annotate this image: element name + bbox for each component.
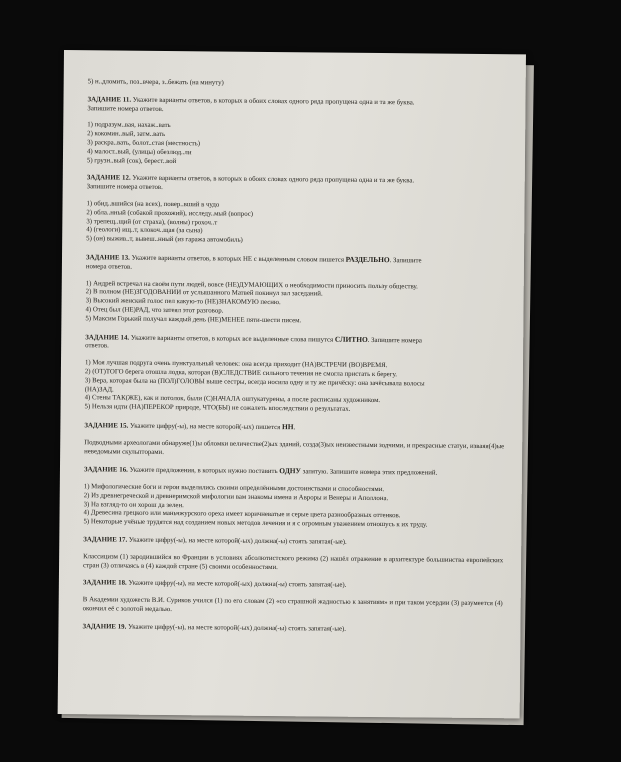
top-line: 5) н..дломить, поз..вчера, з..бежать (на минуту) — [87, 78, 224, 87]
task-heading: ЗАДАНИЕ 13. — [85, 254, 130, 262]
answer-option: 3) трепещ..щий (от страха), (волны) грохоч..т — [86, 217, 218, 227]
task-heading: ЗАДАНИЕ 12. — [86, 174, 131, 183]
task-18 — [83, 580, 503, 618]
task-paragraph: Подводными археологами обнаруже(1)ы обломки величестве(2)ых зданий, созда(3)ых неизвестными зодчими, и прекрасные статуи, изваяя(4)ые неведомыми скульпторами. — [84, 438, 505, 456]
task-keyword: НН — [281, 422, 294, 432]
answer-option: 2) кокомин..вый, затм..вать — [87, 130, 166, 139]
task-heading: ЗАДАНИЕ 19. — [82, 623, 127, 631]
answer-option: 5) Нельзя идти (НА)ПЕРЕКОР природе, ЧТО(БЫ) не сожалеть впоследствии о результатах. — [84, 403, 351, 413]
task-instruction-end: . Запишите — [389, 257, 422, 265]
task-instruction: Укажите варианты ответов, в которых все выделенные слова пишутся — [130, 334, 335, 344]
answer-option: 2) (ОТ)ТОГО берега отошла лодка, которая (В)СЛЕДСТВИЕ сильного течения не смогла пристать к берегу. — [84, 368, 397, 379]
sheet-content — [82, 78, 507, 636]
answer-option: 1) подразум..вая, нахаж..вать — [87, 121, 171, 130]
task-instruction: Укажите варианты ответов, в которых в обоих словах одного ряда пропущена одна и та же буква. — [132, 96, 415, 107]
answer-option: 4) малост..вый, (улицы) обезлюд..ли — [86, 148, 192, 157]
task-14 — [85, 333, 506, 416]
task-heading: ЗАДАНИЕ 11. — [87, 96, 132, 104]
task-paragraph: В Академии художеств В.И. Суриков учился (1) по его словам (2) «со страшной жадностью к занятиям» и при таком усердии (3) разумеется (4) окончил её с золотой медалью. — [82, 596, 503, 614]
answer-option: 5) (он) выжив..т, вывеш..нный (из гаража автомобиль) — [86, 235, 243, 244]
answer-option: 2) Из древнегреческой и древнеримской мифологии вам знакомы имена и Авроры и Венеры и Аполлона. — [83, 492, 389, 503]
task-heading: ЗАДАНИЕ 14. — [85, 333, 130, 342]
task-instruction-end: . Запишите номера — [367, 336, 422, 344]
answer-option: 3) Вера, которая была на (ПОЛ)ГОЛОВЫ выше сестры, всегда носила одну и ту же причёску: она зачёсывала волосы — [84, 376, 425, 388]
task-keyword: ОДНУ — [279, 466, 302, 476]
answer-option: 4) Стены ТАК(ЖЕ), как и потолок, были (С)НАЧАЛА оштукатурены, а после расписаны художником. — [84, 394, 381, 405]
answer-option: 1) Мифологические боги и герои выделялись своими определёнными достоинствами и способностями. — [83, 483, 385, 494]
answer-option: 1) Моя лучшая подруга очень пунктуальный человек: она всегда приходит (НА)ВСТРЕЧИ (ВО)ВРЕМЯ. — [84, 359, 388, 370]
task-instruction-end: запятую. Запишите номера этих предложений. — [300, 468, 438, 477]
task-15 — [84, 421, 504, 460]
task-instruction-cont: Запишите номера ответов. — [87, 104, 164, 113]
task-instruction-end: . — [293, 424, 296, 432]
task-keyword: РАЗДЕЛЬНО — [345, 254, 390, 265]
task-19 — [82, 623, 502, 636]
answer-option: 5) Некоторые учёные трудятся над созданием новых методов лечения и я с огромным уважением отношусь к их труду. — [83, 518, 428, 529]
answer-option: 1) обид..вшийся (на всех), повер..вший в чудо — [86, 200, 220, 209]
answer-option: 3) раскра..вать, болот..стая (местность) — [87, 139, 201, 148]
answer-option: 4) Древесина грецкого или маньчжурского ореха имеет коричневатые и серые цвета разнообразных оттенков. — [83, 509, 401, 520]
task-17 — [83, 536, 503, 574]
task-13 — [85, 253, 506, 328]
task-16 — [83, 466, 504, 532]
task-instruction: Укажите цифру(-ы), на месте которой(-ых) пишется — [130, 422, 283, 432]
task-instruction: Укажите предложения, в которых нужно поставить — [129, 466, 280, 476]
task-11 — [87, 96, 508, 170]
answer-option: 3) На взгляд-то он хорош да зелен. — [83, 500, 184, 509]
task-instruction-cont: ответов. — [85, 342, 109, 350]
exam-sheet — [58, 50, 526, 718]
task-instruction: Укажите цифру(-ы), на месте которой(-ых) должна(-ы) стоять запятая(-ые). — [128, 536, 347, 546]
task-keyword: СЛИТНО — [334, 334, 368, 344]
task-paragraph: Классицизм (1) зародившийся во Франции в условиях абсолютистского режима (2) нашёл отражение в архитектуре большинства европейских стран (3) отличаясь в (4) каждой стране (5) своими особенностями. — [83, 553, 504, 571]
task-12 — [86, 175, 507, 249]
task-instruction: Укажите варианты ответов, в которых в обоих словах одного ряда пропущена одна и та же буква. — [132, 175, 415, 185]
task-instruction-cont: номера ответов. — [85, 262, 132, 271]
answer-option: 1) Андрей встречал на своём пути людей, вовсе (НЕ)ДУМАЮЩИХ о необходимости приносить пользу обществу. — [85, 279, 418, 290]
answer-option: 3) Высокий женский голос пел какую-то (НЕ)ЗНАКОМУЮ песню. — [85, 297, 281, 307]
answer-option: 4) Отец был (НЕ)РАД, что затеял этот разговор. — [85, 306, 224, 315]
task-heading: ЗАДАНИЕ 16. — [83, 466, 128, 474]
answer-option: 2) обла..нный (собакой прохожий), исследу..мый (вопрос) — [86, 208, 254, 218]
answer-option: 2) В полном (НЕ)ЗГОДОВАНИИ от услышанного Матвей покинул зал заседаний. — [85, 288, 323, 298]
task-heading: ЗАДАНИЕ 17. — [83, 536, 128, 544]
task-instruction: Укажите цифру(-ы), на месте которой(-ых) должна(-ы) стоять запятая(-ые). — [128, 623, 346, 633]
task-instruction: Укажите варианты ответов, в которых НЕ с выделенным словом пишется — [131, 254, 346, 264]
answer-option: 5) Максим Горький получал каждый день (НЕ)МЕНЕЕ пяти-шести писем. — [85, 314, 302, 325]
task-instruction-cont: Запишите номера ответов. — [86, 183, 163, 192]
answer-option: (НА)ЗАД. — [84, 385, 114, 394]
answer-option: 5) грузн..вый (сок), берест..вой — [86, 156, 177, 165]
answer-option: 4) (геологи) ищ..т, клокоч..щая (за сына) — [86, 226, 203, 235]
task-instruction: Укажите цифру(-ы), на месте которой(-ых) должна(-ы) стоять запятая(-ые). — [128, 580, 347, 590]
task-heading: ЗАДАНИЕ 18. — [82, 579, 127, 588]
task-heading: ЗАДАНИЕ 15. — [84, 422, 129, 430]
